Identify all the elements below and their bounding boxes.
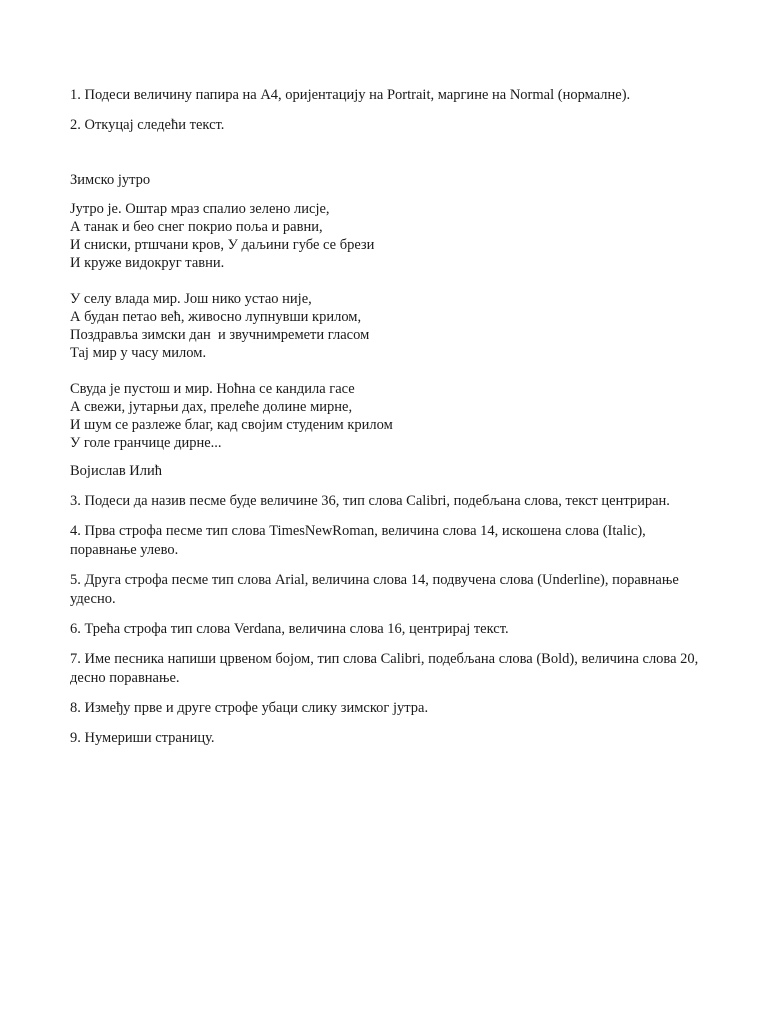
stanza-line: И круже видокруг тавни. [70, 255, 225, 271]
stanza-gap [70, 362, 710, 380]
instruction-9: 9. Нумериши страницу. [70, 730, 215, 746]
stanza-line: И сниски, ртшчани кров, У даљини губе се брези [70, 237, 375, 253]
instruction-2: 2. Откуцај следећи текст. [70, 117, 225, 133]
stanza-line: И шум се разлеже благ, кад својим студеним крилом [70, 417, 393, 433]
instruction-1: 1. Подеси величину папира на А4, оријентацију на Portrait, маргине на Normal (нормалне). [70, 87, 631, 103]
stanza-line: А будан петао већ, живосно лупнувши крилом, [70, 309, 362, 325]
stanza-line: Поздравља зимски дан и звучнимремети гласом [70, 327, 370, 343]
instruction-5: 5. Друга строфа песме тип слова Arial, величина слова 14, подвучена слова (Underline), поравнање удесно. [70, 572, 679, 607]
stanza-line: Тај мир у часу милом. [70, 345, 207, 361]
stanza-line: Јутро је. Оштар мраз спалио зелено лисје, [70, 201, 330, 217]
instruction-8: 8. Између прве и друге строфе убаци слику зимског јутра. [70, 700, 429, 716]
document-page [70, 86, 710, 759]
stanza-line: У голе гранчице дирне... [70, 435, 222, 451]
stanza-gap [70, 272, 710, 290]
poem-title: Зимско јутро [70, 172, 151, 188]
instruction-4: 4. Прва строфа песме тип слова TimesNewRoman, величина слова 14, искошена слова (Italic), поравнање улево. [70, 523, 646, 558]
instruction-3: 3. Подеси да назив песме буде величине 36, тип слова Calibri, подебљана слова, текст центриран. [70, 493, 670, 509]
stanza-1 [70, 200, 710, 272]
stanza-line: А танак и бео снег покрио поља и равни, [70, 219, 323, 235]
stanza-2 [70, 290, 710, 362]
stanza-line: А свежи, јутарњи дах, прелеће долине мирне, [70, 399, 353, 415]
instruction-6: 6. Трећа строфа тип слова Verdana, величина слова 16, центрирај текст. [70, 621, 509, 637]
instruction-7: 7. Име песника напиши црвеном бојом, тип слова Calibri, подебљана слова (Bold), величина слова 20, десно поравнање. [70, 651, 699, 686]
stanza-line: У селу влада мир. Још нико устао није, [70, 291, 312, 307]
spacer [70, 146, 710, 171]
stanza-3 [70, 380, 710, 452]
poem-author: Војислав Илић [70, 463, 163, 479]
stanza-line: Свуда је пустош и мир. Ноћна се кандила гасе [70, 381, 355, 397]
